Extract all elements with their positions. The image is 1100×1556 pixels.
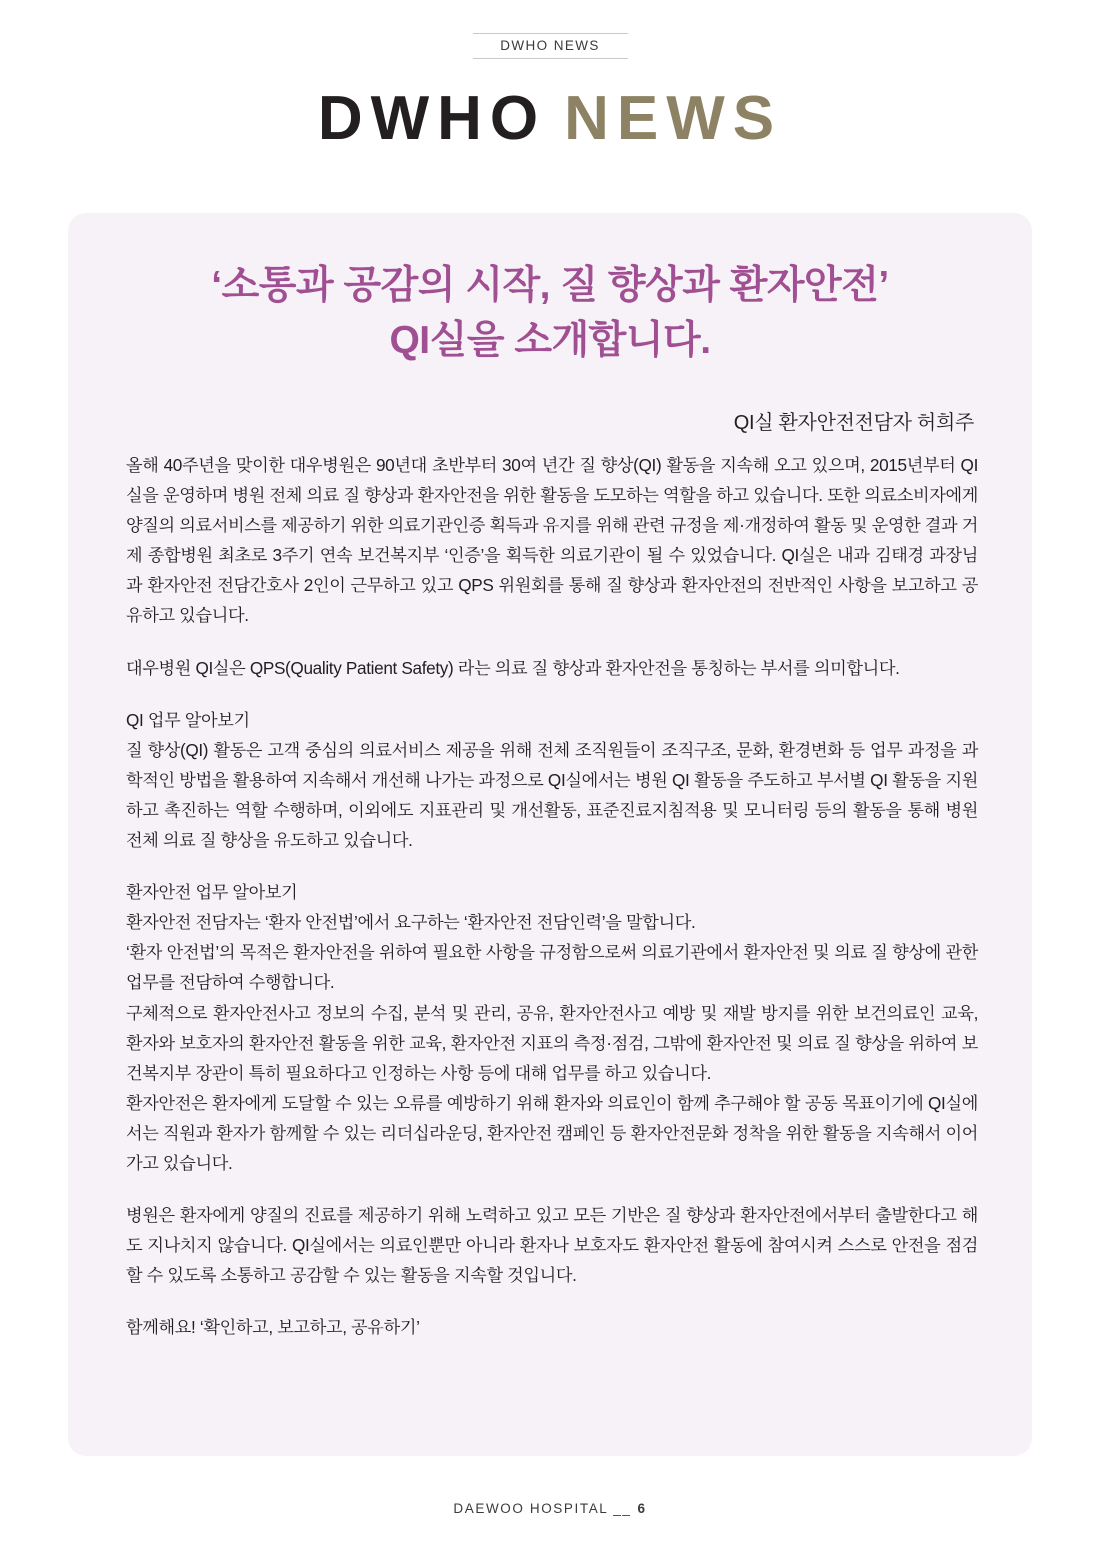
paragraph-slogan: 함께해요! ‘확인하고, 보고하고, 공유하기’: [126, 1317, 420, 1338]
article-card: [68, 213, 1032, 1456]
header-rule-bottom: [473, 58, 628, 59]
article-title-line-2: QI실을 소개합니다.: [389, 319, 711, 363]
paragraph-intro: 올해 40주년을 맞이한 대우병원은 90년대 초반부터 30여 년간 질 향상(QI) 활동을 지속해 오고 있으며, 2015년부터 QI실을 운영하며 병원 전체 의료 질 향상과 환자안전을 위한 활동을 도모하는 역할을 하고 있습니다. 또한 의료소비자에게 양질의 의료서비스를 제공하기 위한 의료기관인증 획득과 유지를 위해 관련 규정을 제·개정하여 활동 및 운영한 결과 거제 종합병원 최초로 3주기 연속 보건복지부 ‘인증’을 획득한 의료기관이 될 수 있었습니다. QI실은 내과 김태경 과장님과 환자안전 전담간호사 2인이 근무하고 있고 QPS 위원회를 통해 질 향상과 환자안전의 전반적인 사항을 보고하고 공유하고 있습니다.: [126, 455, 978, 626]
masthead-dwho: DWHO: [317, 84, 547, 153]
masthead-news: NEWS: [564, 84, 783, 153]
section-body-patient-safety-3: 구체적으로 환자안전사고 정보의 수집, 분석 및 관리, 공유, 환자안전사고 예방 및 재발 방지를 위한 보건의료인 교육, 환자와 보호자의 환자안전 활동을 위한 교육, 환자안전 지표의 측정·점검, 그밖에 환자안전 및 의료 질 향상을 위하여 보건복지부 장관이 특히 필요하다고 인정하는 사항 등에 대해 업무를 하고 있습니다.: [126, 1002, 978, 1083]
paragraph-closing: 병원은 환자에게 양질의 진료를 제공하기 위해 노력하고 있고 모든 기반은 질 향상과 환자안전에서부터 출발한다고 해도 지나치지 않습니다. QI실에서는 의료인뿐만 아니라 환자나 보호자도 환자안전 활동에 참여시켜 스스로 안전을 점검할 수 있도록 소통하고 공감할 수 있는 활동을 지속할 것입니다.: [126, 1205, 978, 1286]
article-body: [126, 450, 978, 1364]
header-kicker: [0, 33, 1100, 59]
footer: [0, 1501, 1100, 1516]
header-kicker-label: DWHO NEWS: [500, 38, 600, 53]
section-body-patient-safety-2: ‘환자 안전법’의 목적은 환자안전을 위하여 필요한 사항을 규정함으로써 의료기관에서 환자안전 및 의료 질 향상에 관한 업무를 전담하여 수행합니다.: [126, 942, 978, 993]
footer-label: DAEWOO HOSPITAL __: [453, 1501, 632, 1516]
paragraph-qps-definition: 대우병원 QI실은 QPS(Quality Patient Safety) 라는 의료 질 향상과 환자안전을 통칭하는 부서를 의미합니다.: [126, 657, 900, 678]
section-body-patient-safety-4: 환자안전은 환자에게 도달할 수 있는 오류를 예방하기 위해 환자와 의료인이 함께 추구해야 할 공동 목표이기에 QI실에서는 직원과 환자가 함께할 수 있는 리더십라운딩, 환자안전 캠페인 등 환자안전문화 정착을 위한 활동을 지속해서 이어가고 있습니다.: [126, 1092, 978, 1173]
section-body-patient-safety-1: 환자안전 전담자는 ‘환자 안전법’에서 요구하는 ‘환자안전 전담인력’을 말합니다.: [126, 912, 696, 933]
masthead: [0, 84, 1100, 153]
section-heading-qi: QI 업무 알아보기: [126, 709, 250, 730]
article-byline: QI실 환자안전전담자 허희주: [733, 412, 974, 434]
section-heading-patient-safety: 환자안전 업무 알아보기: [126, 882, 298, 903]
section-body-qi: 질 향상(QI) 활동은 고객 중심의 의료서비스 제공을 위해 전체 조직원들이 조직구조, 문화, 환경변화 등 업무 과정을 과학적인 방법을 활용하여 지속해서 개선해 나가는 과정으로 QI실에서는 병원 QI 활동을 주도하고 부서별 QI 활동을 지원하고 촉진하는 역할 수행하며, 이외에도 지표관리 및 개선활동, 표준진료지침적용 및 모니터링 등의 활동을 통해 병원 전체 의료 질 향상을 유도하고 있습니다.: [126, 739, 978, 851]
article-title-line-1: ‘소통과 공감의 시작, 질 향상과 환자안전’: [211, 264, 889, 307]
article-title: [68, 258, 1032, 369]
footer-page-number: 6: [637, 1501, 647, 1516]
